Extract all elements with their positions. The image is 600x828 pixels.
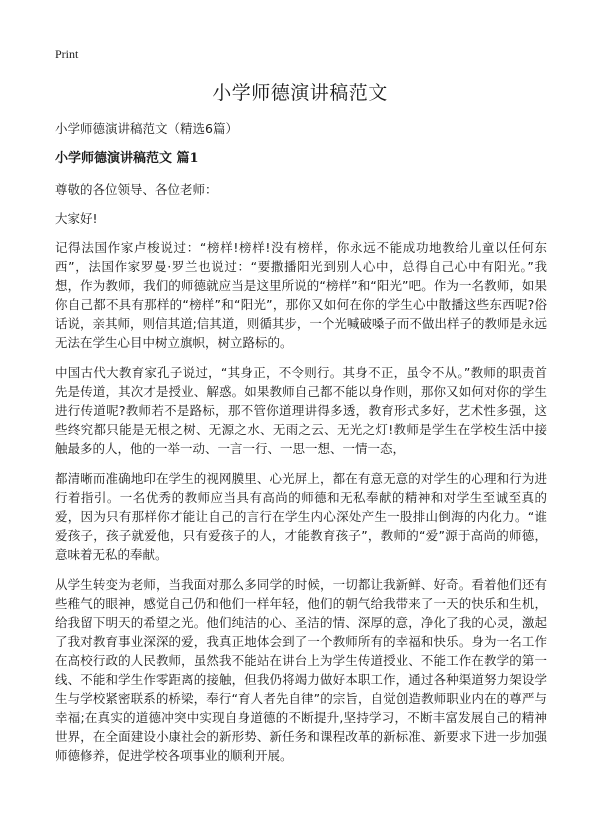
print-link[interactable]: Print (55, 47, 79, 61)
greeting: 尊敬的各位领导、各位老师： (55, 182, 218, 197)
paragraph: 都清晰而准确地印在学生的视网膜里、心光屏上，都在有意无意的对学生的心理和行为进行着指引。一名优秀的教师应当具有高尚的师德和无私奉献的精神和对学生至诚至真的爱，因为只有那样你才能让自己的言行在学生内心深处产生一股排山倒海的内化力。“谁爱孩子，孩子就爱他，只有爱孩子的人，才能教育孩子”，教师的“爱”源于高尚的师德，意味着无私的奉献。 (55, 471, 547, 562)
document-subtitle: 小学师德演讲稿范文（精选6篇） (55, 121, 238, 136)
document-body (55, 120, 547, 776)
document-title: 小学师德演讲稿范文 (212, 82, 388, 104)
section-heading: 小学师德演讲稿范文 篇1 (55, 151, 199, 166)
paragraph: 记得法国作家卢梭说过：“榜样!榜样!没有榜样，你永远不能成功地教给儿童以任何东西”，法国作家罗曼·罗兰也说过：“要撒播阳光到别人心中，总得自己心中有阳光。”我想，作为教师，我们的师德就应当是这里所说的“榜样”和“阳光”吧。作为一名教师，如果你自己都不具有那样的“榜样”和“阳光”，那你又如何在你的学生心中散播这些东西呢?俗话说，亲其师，则信其道;信其道，则循其步，一个光喊破嗓子而不做出样子的教师是永远无法在学生心目中树立旗帜，树立路标的。 (55, 240, 547, 350)
paragraph: 中国古代大教育家孔子说过，“其身正，不令则行。其身不正，虽令不从。”教师的职责首先是传道，其次才是授业、解惑。如果教师自己都不能以身作则，那你又如何对你的学生进行传道呢?教师若不是路标，那不管你道理讲得多透，教育形式多好，艺术性多强，这些终究都只能是无根之树、无源之水、无雨之云、无光之灯!教师是学生在学校生活中接触最多的人，他的一举一动、一言一行、一思一想、一情一态， (55, 365, 547, 456)
salutation: 大家好! (55, 211, 98, 226)
paragraph: 从学生转变为老师，当我面对那么多同学的时候，一切都让我新鲜、好奇。看着他们还有些稚气的眼神，感觉自己仍和他们一样年轻，他们的朝气给我带来了一天的快乐和生机，给我留下明天的希望之光。他们纯洁的心、圣洁的情、深厚的意，净化了我的心灵，激起了我对教育事业深深的爱，我真正地体会到了一个教师所有的幸福和快乐。身为一名工作在高校行政的人民教师，虽然我不能站在讲台上为学生传道授业、不能工作在教学的第一线、不能和学生作零距离的接触，但我仍将竭力做好本职工作，通过各种渠道努力架设学生与学校紧密联系的桥梁，奉行“育人者先自律”的宗旨，自觉创造教师职业内在的尊严与幸福;在真实的道德冲突中实现自身道德的不断提升,坚持学习，不断丰富发展自己的精神世界，在全面建设小康社会的新形势、新任务和课程改革的新标准、新要求下进一步加强师德修养，促进学校各项事业的顺利开展。 (55, 577, 547, 763)
